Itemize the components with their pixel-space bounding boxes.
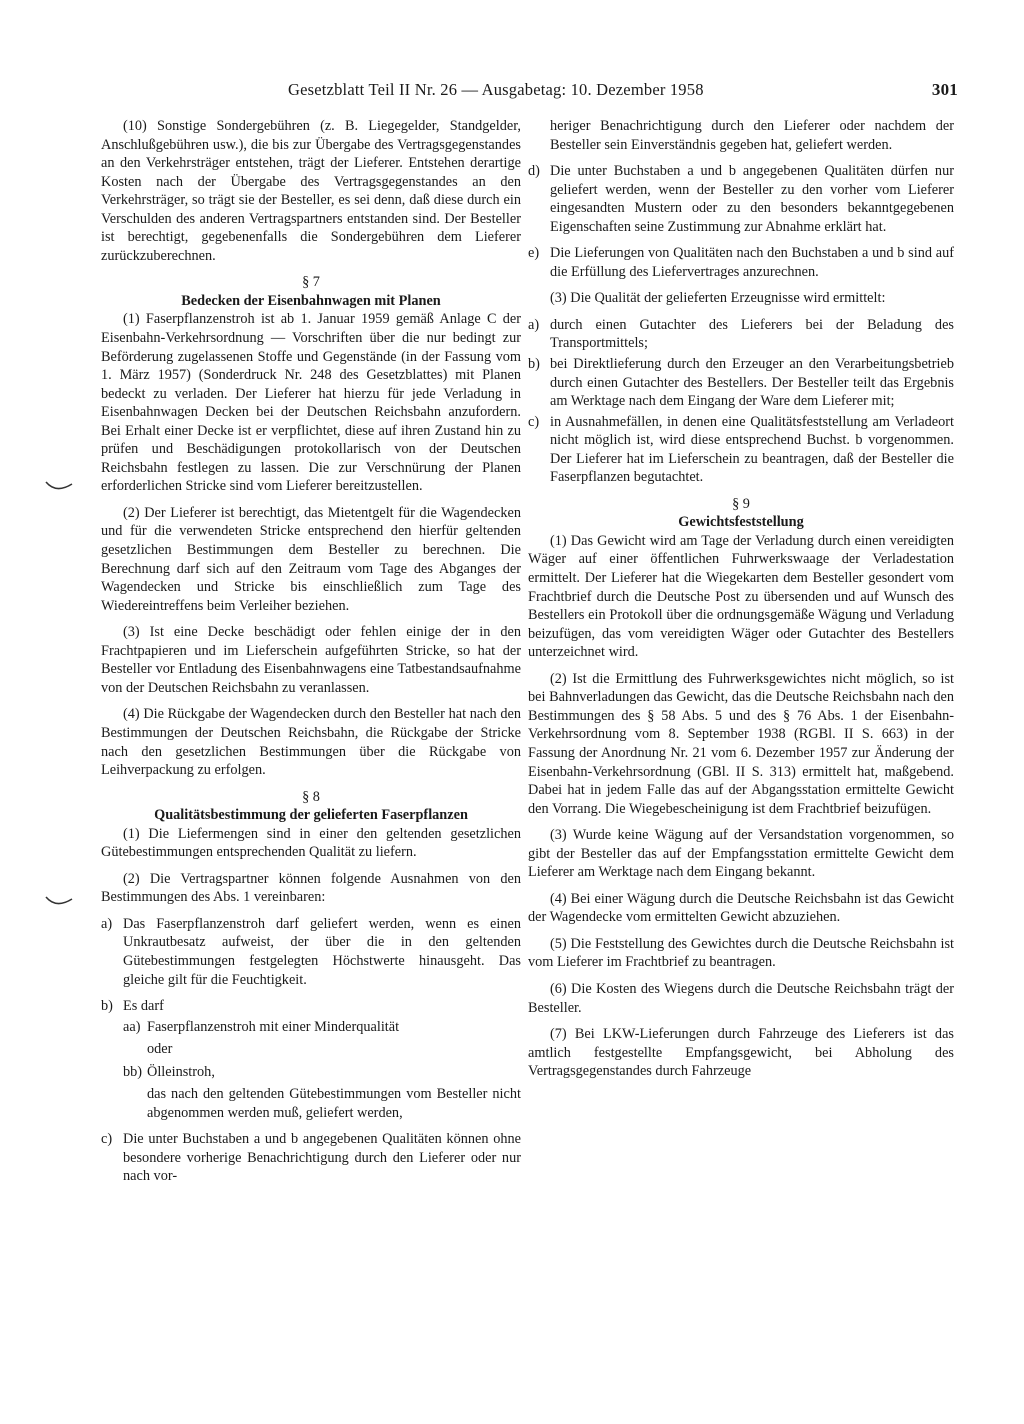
list-item-3a	[528, 316, 954, 353]
list-item-b	[101, 997, 521, 1016]
list-label: b)	[101, 998, 113, 1015]
section-8-paragraph-2: (2) Die Vertragspartner können folgende Ausnahmen von den Bestimmungen des Abs. 1 vereinbaren:	[101, 870, 521, 906]
section-9-paragraph-7: (7) Bei LKW-Lieferungen durch Fahrzeuge des Lieferers ist das amtlich festgestellte Empfangsgewicht, bei Abholung des Vertragsgegenstandes durch Fahrzeuge	[528, 1026, 954, 1080]
list-label: e)	[528, 245, 540, 262]
list-item-a	[101, 915, 521, 989]
list-text: Die Lieferungen von Qualitäten nach den Buchstaben a und b sind auf die Erfüllung des Liefervertrages anzurechnen.	[550, 245, 954, 280]
list-text: durch einen Gutachter des Lieferers bei der Beladung des Transportmittels;	[550, 316, 954, 352]
section-7-number: § 7	[302, 274, 320, 291]
list-text: Das Faserpflanzenstroh darf geliefert werden, wenn es einen Unkrautbesatz aufweist, der über die in den geltenden Gütebestimmungen festgelegten Höchstwerte hinausgeht. Das gleiche gilt für die Feuchtigkeit.	[123, 915, 521, 988]
left-column	[101, 117, 521, 1194]
section-9-paragraph-4: (4) Bei einer Wägung durch die Deutsche Reichsbahn ist das Gewicht der Wagendecke vom ermittelten Gewicht abzuziehen.	[528, 890, 954, 926]
list-item-d	[528, 162, 954, 236]
section-7-title: Bedecken der Eisenbahnwagen mit Planen	[181, 292, 441, 309]
section-9-paragraph-6: (6) Die Kosten des Wiegens durch die Deutsche Reichsbahn trägt der Besteller.	[528, 980, 954, 1016]
page-number: 301	[931, 80, 958, 99]
list-item-b-continuation: das nach den geltenden Gütebestimmungen vom Besteller nicht abgenommen werden muß, geliefert werden,	[147, 1086, 521, 1121]
list-item-c-continuation: heriger Benachrichtigung durch den Lieferer oder nachdem der Besteller sein Einverständnis gegeben hat, geliefert werden.	[550, 118, 954, 153]
list-label: a)	[101, 915, 113, 932]
list-label: b)	[528, 356, 540, 373]
or-connector: oder	[147, 1041, 173, 1058]
list-item-3b	[528, 355, 954, 411]
list-label: bb)	[123, 1063, 143, 1080]
margin-check-mark-2	[44, 893, 74, 909]
right-column	[528, 117, 954, 1089]
section-9-number: § 9	[732, 495, 750, 512]
list-item-c	[101, 1130, 521, 1186]
paragraph-10: (10) Sonstige Sondergebühren (z. B. Liegegelder, Standgelder, Anschlußgebühren usw.), die bis zur Übergabe des Vertragsgegenstandes an den Verkehrsträger entstehen, trägt der Lieferer. Entstehen derartige Kosten nach der Übergabe des Vertragsgegenstandes an den Verkehrsträger, so trägt sie der Besteller, es sei denn, daß diese durch ein Verschulden des anderen Vertragspartners entstanden sind. Der Besteller ist berechtigt, gegebenenfalls die Sondergebühren dem Lieferer zurückzuberechnen.	[101, 118, 521, 264]
section-9-title: Gewichtsfeststellung	[678, 514, 804, 531]
list-item-aa	[101, 1018, 521, 1037]
section-7-paragraph-4: (4) Die Rückgabe der Wagendecken durch den Besteller hat nach den Bestimmungen der Deutschen Reichsbahn, die Rückgabe der Stricke nach den gesetzlichen Bestimmungen über die Rückgabe von Leihverpackung zu erfolgen.	[101, 706, 521, 779]
list-text: in Ausnahmefällen, in denen eine Qualitätsfeststellung am Verladeort nicht möglich ist, wird diese entsprechend Buchst. b vorgenommen. Der Lieferer hat im Lieferschein zu beantragen, daß der Besteller die Faserpflanzen begutachtet.	[550, 413, 954, 486]
margin-check-mark-1	[44, 478, 74, 494]
section-8-paragraph-1: (1) Die Liefermengen sind in einer den geltenden gesetzlichen Gütebestimmungen entsprechenden Qualität zu liefern.	[101, 825, 521, 861]
list-text: Es darf	[123, 998, 164, 1015]
list-text: bei Direktlieferung durch den Erzeuger an den Verarbeitungsbetrieb durch einen Gutachter des Bestellers. Der Besteller teilt das Ergebnis am Werktage nach dem Eingang der Ware dem Lieferer mit;	[550, 356, 954, 410]
section-8-paragraph-3: (3) Die Qualität der gelieferten Erzeugnisse wird ermittelt:	[550, 290, 886, 307]
list-text: Faserpflanzenstroh mit einer Minderqualität	[147, 1018, 400, 1035]
list-text: Ölleinstroh,	[147, 1063, 215, 1080]
section-8-title: Qualitätsbestimmung der gelieferten Faserpflanzen	[154, 807, 468, 824]
list-label: c)	[101, 1131, 113, 1148]
list-label: aa)	[123, 1018, 141, 1035]
section-9-paragraph-3: (3) Wurde keine Wägung auf der Versandstation vorgenommen, so gibt der Besteller das auf der Empfangsstation ermittelte Gewicht dem Lieferer am Werktage nach dem Eingang bekannt.	[528, 827, 954, 881]
section-8-number: § 8	[302, 788, 320, 805]
section-9-paragraph-5: (5) Die Feststellung des Gewichtes durch die Deutsche Reichsbahn ist vom Lieferer im Frachtbrief zu beantragen.	[528, 935, 954, 971]
list-label: a)	[528, 316, 540, 333]
header-title: Gesetzblatt Teil II Nr. 26 — Ausgabetag: 10. Dezember 1958	[288, 80, 704, 99]
list-text: Die unter Buchstaben a und b angegebenen Qualitäten dürfen nur geliefert werden, wenn der Besteller zu den vorher vom Lieferer eingesandten Mustern oder zu den besonders bekanntgegebenen Eigenschaften seine Zustimmung zur Abnahme erklärt hat.	[550, 163, 954, 235]
list-item-bb	[101, 1063, 521, 1082]
list-item-3c	[528, 413, 954, 487]
section-9-paragraph-1: (1) Das Gewicht wird am Tage der Verladung durch einen vereidigten Wäger auf einer öffentlichen Fuhrwerkswaage der Verladestation ermittelt. Der Lieferer hat die Wiegekarten dem Besteller gesondert vom Frachtbrief durch die Deutsche Post zu übersenden und auf Wunsch des Bestellers ein Protokoll über die ordnungsgemäße Wägung und Verladung beizufügen, das vom vereidigten Wäger oder Gutachter des Bestellers unterzeichnet wird.	[528, 532, 954, 661]
section-7-paragraph-2: (2) Der Lieferer ist berechtigt, das Mietentgelt für die Wagendecken und für die verwendeten Stricke entsprechend den hierfür geltenden gesetzlichen Bestimmungen dem Besteller zu berechnen. Die Berechnung darf sich auf den Zeitraum vom Tage des Abganges der Wagendecken und Stricke bis einschließlich zum Tage des Wiedereintreffens beim Verleiher beziehen.	[101, 504, 521, 614]
section-7-paragraph-3: (3) Ist eine Decke beschädigt oder fehlen einige der in den Frachtpapieren und im Lieferschein aufgeführten Stricke, so hat der Besteller vor Entladung des Eisenbahnwagens eine Tatbestandsaufnahme von der Deutschen Reichsbahn zu veranlassen.	[101, 624, 521, 696]
list-item-e	[528, 244, 954, 281]
section-7-paragraph-1: (1) Faserpflanzenstroh ist ab 1. Januar 1959 gemäß Anlage C der Eisenbahn-Verkehrsordnung — Vorschriften über die nur bedingt zur Beförderung zugelassenen Stoffe und Gegenstände (in der Fassung vom 1. März 1957) (Sonderdruck Nr. 248 des Gesetzblattes) mit Planen bedeckt zu verladen. Der Lieferer hat hierzu für jede Verladung in Eisenbahnwagen Decken bei der Deutschen Reichsbahn anzufordern. Bei Erhalt einer Decke ist er verpflichtet, diese auf ihren Zustand hin zu prüfen und Beschädigungen protokollarisch von der Deutschen Reichsbahn festlegen zu lassen. Die zur Verschnürung der Planen erforderlichen Stricke sind vom Lieferer bereitzustellen.	[101, 311, 521, 495]
section-9-paragraph-2: (2) Ist die Ermittlung des Fuhrwerksgewichtes nicht möglich, so ist bei Bahnverladungen das Gewicht, das die Deutsche Reichsbahn nach den Bestimmungen des § 58 Abs. 5 und des § 76 Abs. 1 der Eisenbahn-Verkehrsordnung vom 8. September 1938 (RGBl. II S. 663) in der Fassung der Anordnung Nr. 21 vom 6. Dezember 1957 zur Änderung der Eisenbahn-Verkehrsordnung (GBl. II S. 313) ermittelt hat, maßgebend. Dabei hat in jedem Falle das auf der Abgangsstation ermittelte Gewicht den Vorrang. Die Wiegebescheinigung ist dem Frachtbrief beizufügen.	[528, 670, 954, 817]
list-label: c)	[528, 413, 540, 430]
list-label: d)	[528, 163, 540, 180]
page-header	[288, 80, 958, 102]
list-text: Die unter Buchstaben a und b angegebenen Qualitäten können ohne besondere vorherige Benachrichtigung durch den Lieferer oder nur nach vor-	[123, 1131, 521, 1185]
